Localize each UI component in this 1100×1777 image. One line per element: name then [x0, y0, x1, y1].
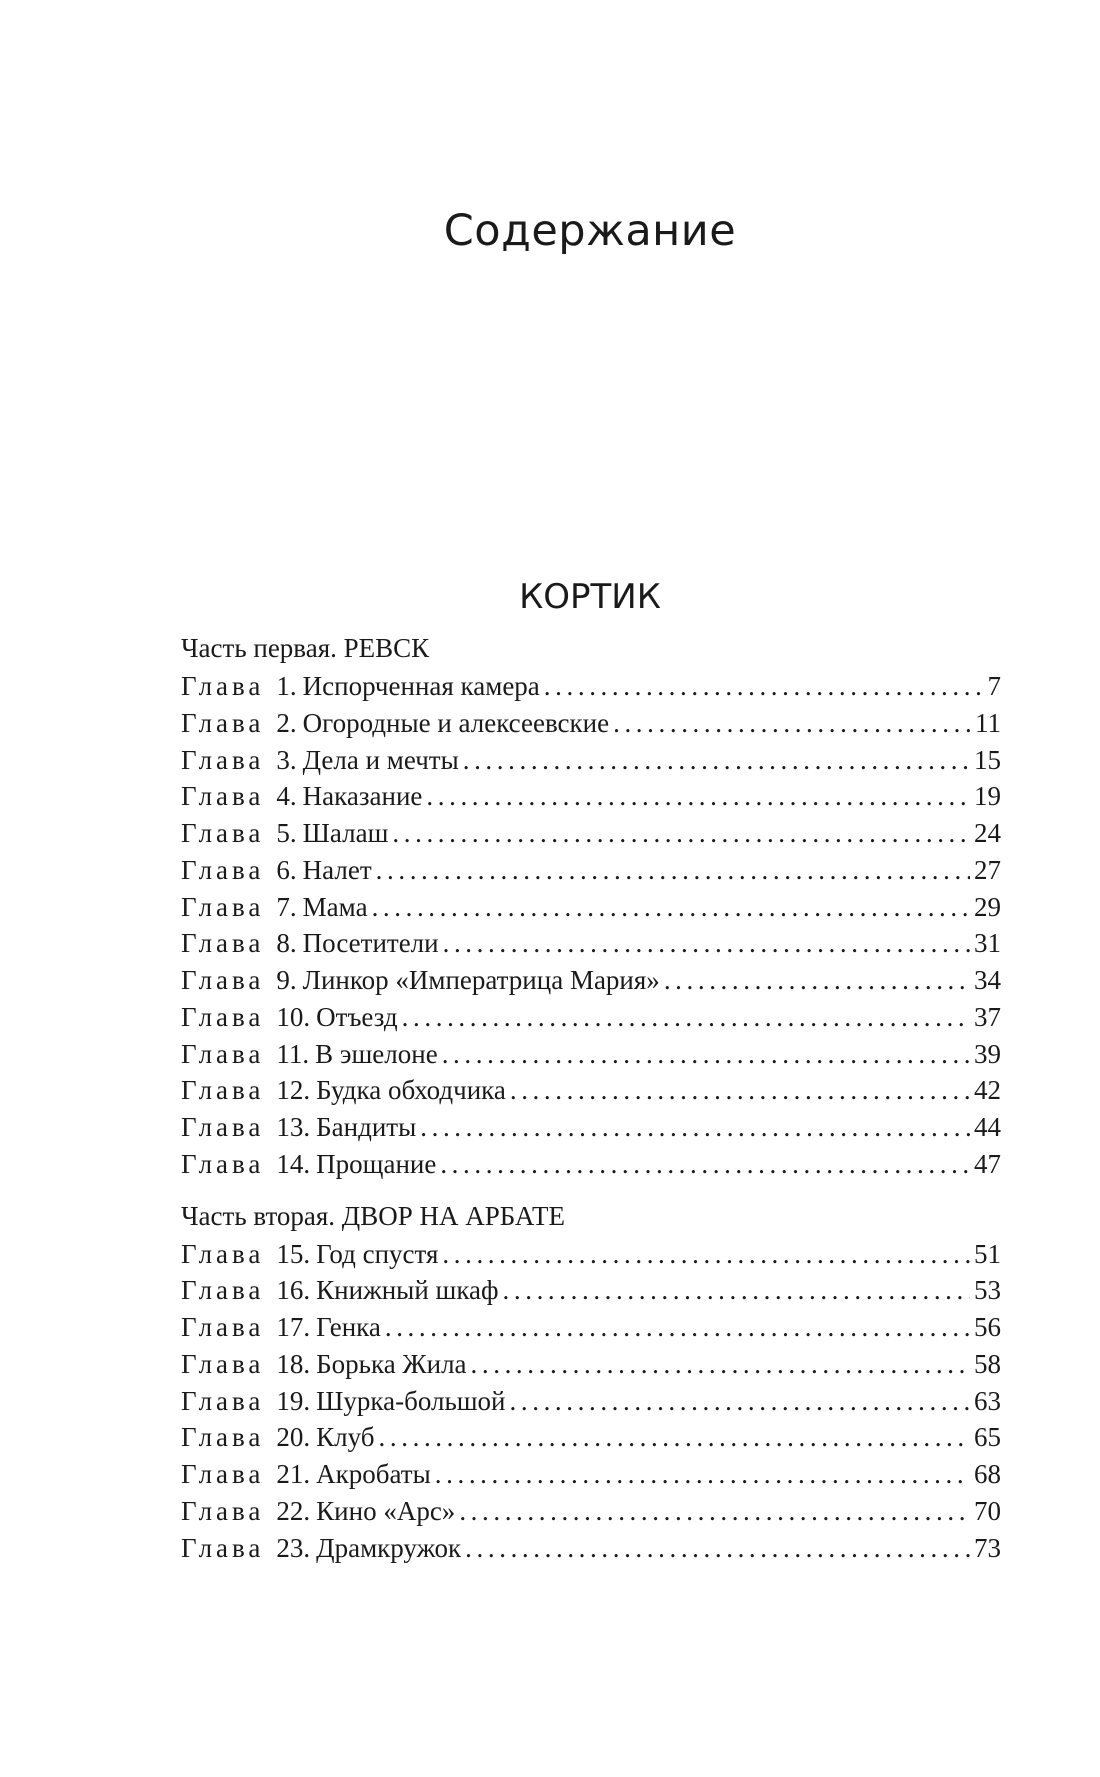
toc-entry	[181, 1109, 1001, 1146]
page-number: 63	[974, 1385, 1001, 1416]
chapter-label: Глава	[181, 1312, 265, 1342]
toc-entry	[181, 1456, 1001, 1493]
chapter-title: Бандиты	[316, 1112, 417, 1142]
page-number: 37	[974, 1001, 1001, 1032]
toc-entry	[181, 1036, 1001, 1073]
dot-leader	[613, 705, 971, 742]
chapter-number: 13.	[276, 1112, 311, 1142]
dot-leader	[510, 1383, 970, 1420]
chapter-label: Глава	[181, 1532, 265, 1563]
chapter-title: Драмкружок	[316, 1532, 462, 1563]
book-title: КОРТИК	[519, 577, 661, 617]
chapter-title: Шалаш	[302, 818, 389, 848]
dot-leader	[392, 815, 970, 852]
page-number: 42	[974, 1075, 1001, 1106]
chapter-number: 5.	[276, 818, 297, 848]
chapter-label: Глава	[181, 1385, 265, 1416]
part-heading: Часть вторая. ДВОР НА АРБАТЕ	[181, 1200, 566, 1231]
chapter-label: Глава	[181, 818, 265, 848]
chapter-label: Глава	[181, 1348, 265, 1379]
toc-entry	[181, 705, 1001, 742]
page-number: 31	[974, 928, 1001, 959]
chapter-label: Глава	[181, 671, 265, 701]
chapter-label: Глава	[181, 1112, 265, 1142]
dot-leader	[385, 1309, 970, 1346]
page-number: 73	[974, 1532, 1001, 1563]
toc-entry	[181, 1236, 1001, 1273]
dot-leader	[442, 1236, 970, 1273]
chapter-number: 15.	[276, 1238, 311, 1269]
chapter-title: Борька Жила	[316, 1348, 467, 1379]
dot-leader	[426, 778, 970, 815]
chapter-number: 7.	[276, 891, 297, 922]
page-number: 34	[974, 965, 1001, 995]
chapter-title: Дела и мечты	[302, 744, 459, 775]
chapter-title: Генка	[316, 1312, 381, 1342]
toc-entry	[181, 1072, 1001, 1109]
toc-entry	[181, 1309, 1001, 1346]
dot-leader	[420, 1109, 970, 1146]
dot-leader	[465, 1530, 970, 1567]
toc-entry	[181, 815, 1001, 852]
page-title: Содержание	[443, 206, 737, 256]
chapter-label: Глава	[181, 965, 265, 995]
dot-leader	[463, 742, 970, 779]
toc-part	[181, 1196, 1001, 1567]
chapter-label: Глава	[181, 1148, 265, 1179]
chapter-list	[181, 1236, 1001, 1567]
page-number: 7	[987, 671, 1001, 701]
chapter-list	[181, 668, 1001, 1183]
chapter-label: Глава	[181, 1495, 265, 1526]
chapter-number: 16.	[276, 1275, 311, 1306]
toc-entry	[181, 999, 1001, 1036]
chapter-title: В эшелоне	[315, 1038, 438, 1069]
chapter-number: 4.	[276, 781, 297, 812]
chapter-title: Линкор «Императрица Мария»	[302, 965, 660, 995]
chapter-label: Глава	[181, 891, 265, 922]
toc-entry	[181, 962, 1001, 999]
chapter-label: Глава	[181, 854, 265, 885]
chapter-number: 21.	[276, 1459, 311, 1489]
chapter-label: Глава	[181, 1075, 265, 1106]
chapter-number: 6.	[276, 854, 297, 885]
page-number: 65	[974, 1422, 1001, 1453]
chapter-title: Акробаты	[316, 1459, 431, 1489]
dot-leader	[471, 1346, 970, 1383]
dot-leader	[376, 852, 970, 889]
chapter-label: Глава	[181, 781, 265, 812]
chapter-title: Год спустя	[316, 1238, 439, 1269]
toc-entry	[181, 1383, 1001, 1420]
part-spacer	[181, 1183, 1001, 1196]
chapter-title: Шурка-большой	[316, 1385, 506, 1416]
page-number: 24	[974, 818, 1001, 848]
dot-leader	[372, 889, 970, 926]
chapter-label: Глава	[181, 1422, 265, 1453]
dot-leader	[443, 925, 970, 962]
chapter-number: 14.	[276, 1148, 311, 1179]
dot-leader	[510, 1072, 970, 1109]
chapter-number: 8.	[276, 928, 297, 959]
chapter-title: Прощание	[316, 1148, 437, 1179]
chapter-title: Отъезд	[316, 1001, 398, 1032]
chapter-number: 1.	[276, 671, 297, 701]
chapter-title: Будка обходчика	[316, 1075, 506, 1106]
chapter-number: 3.	[276, 744, 297, 775]
toc-entry	[181, 1146, 1001, 1183]
dot-leader	[442, 1036, 970, 1073]
chapter-title: Посетители	[302, 928, 439, 959]
chapter-number: 2.	[276, 707, 297, 738]
chapter-title: Клуб	[316, 1422, 375, 1453]
chapter-label: Глава	[181, 744, 265, 775]
page-number: 58	[974, 1348, 1001, 1379]
chapter-label: Глава	[181, 1459, 265, 1489]
page-number: 68	[974, 1459, 1001, 1489]
dot-leader	[459, 1493, 970, 1530]
chapter-title: Наказание	[302, 781, 423, 812]
chapter-title: Налет	[302, 854, 372, 885]
chapter-label: Глава	[181, 1001, 265, 1032]
chapter-label: Глава	[181, 1275, 265, 1306]
toc-entry	[181, 1272, 1001, 1309]
page-number: 15	[974, 744, 1001, 775]
dot-leader	[435, 1456, 970, 1493]
toc-entry	[181, 925, 1001, 962]
toc-entry	[181, 668, 1001, 705]
dot-leader	[402, 999, 970, 1036]
page-number: 70	[974, 1495, 1001, 1526]
page-number: 56	[974, 1312, 1001, 1342]
dot-leader	[664, 962, 970, 999]
toc-entry	[181, 1493, 1001, 1530]
page-number: 11	[975, 707, 1001, 738]
chapter-title: Книжный шкаф	[316, 1275, 499, 1306]
chapter-title: Испорченная камера	[302, 671, 540, 701]
chapter-number: 19.	[276, 1385, 311, 1416]
page-number: 47	[974, 1148, 1001, 1179]
chapter-title: Мама	[302, 891, 368, 922]
toc-entry	[181, 1530, 1001, 1567]
dot-leader	[503, 1272, 970, 1309]
chapter-label: Глава	[181, 928, 265, 959]
chapter-number: 22.	[276, 1495, 311, 1526]
dot-leader	[379, 1419, 970, 1456]
page-number: 27	[974, 854, 1001, 885]
chapter-number: 10.	[276, 1001, 311, 1032]
toc-entry	[181, 742, 1001, 779]
toc-part	[181, 628, 1001, 1183]
chapter-label: Глава	[181, 707, 265, 738]
chapter-number: 9.	[276, 965, 297, 995]
page-number: 44	[974, 1112, 1001, 1142]
chapter-label: Глава	[181, 1038, 265, 1069]
chapter-number: 20.	[276, 1422, 311, 1453]
chapter-number: 11.	[276, 1038, 310, 1069]
chapter-title: Кино «Арс»	[316, 1495, 456, 1526]
chapter-number: 18.	[276, 1348, 311, 1379]
page-number: 53	[974, 1275, 1001, 1306]
page-number: 51	[974, 1238, 1001, 1269]
toc-entry	[181, 1346, 1001, 1383]
table-of-contents	[181, 628, 1001, 1566]
toc-entry	[181, 852, 1001, 889]
chapter-number: 17.	[276, 1312, 311, 1342]
chapter-number: 12.	[276, 1075, 311, 1106]
page-number: 19	[974, 781, 1001, 812]
page-number: 29	[974, 891, 1001, 922]
toc-entry	[181, 889, 1001, 926]
part-heading: Часть первая. РЕВСК	[181, 633, 430, 663]
chapter-number: 23.	[276, 1532, 311, 1563]
toc-entry	[181, 778, 1001, 815]
dot-leader	[544, 668, 984, 705]
dot-leader	[440, 1146, 970, 1183]
page-number: 39	[974, 1038, 1001, 1069]
chapter-label: Глава	[181, 1238, 265, 1269]
toc-entry	[181, 1419, 1001, 1456]
chapter-title: Огородные и алексеевские	[302, 707, 610, 738]
